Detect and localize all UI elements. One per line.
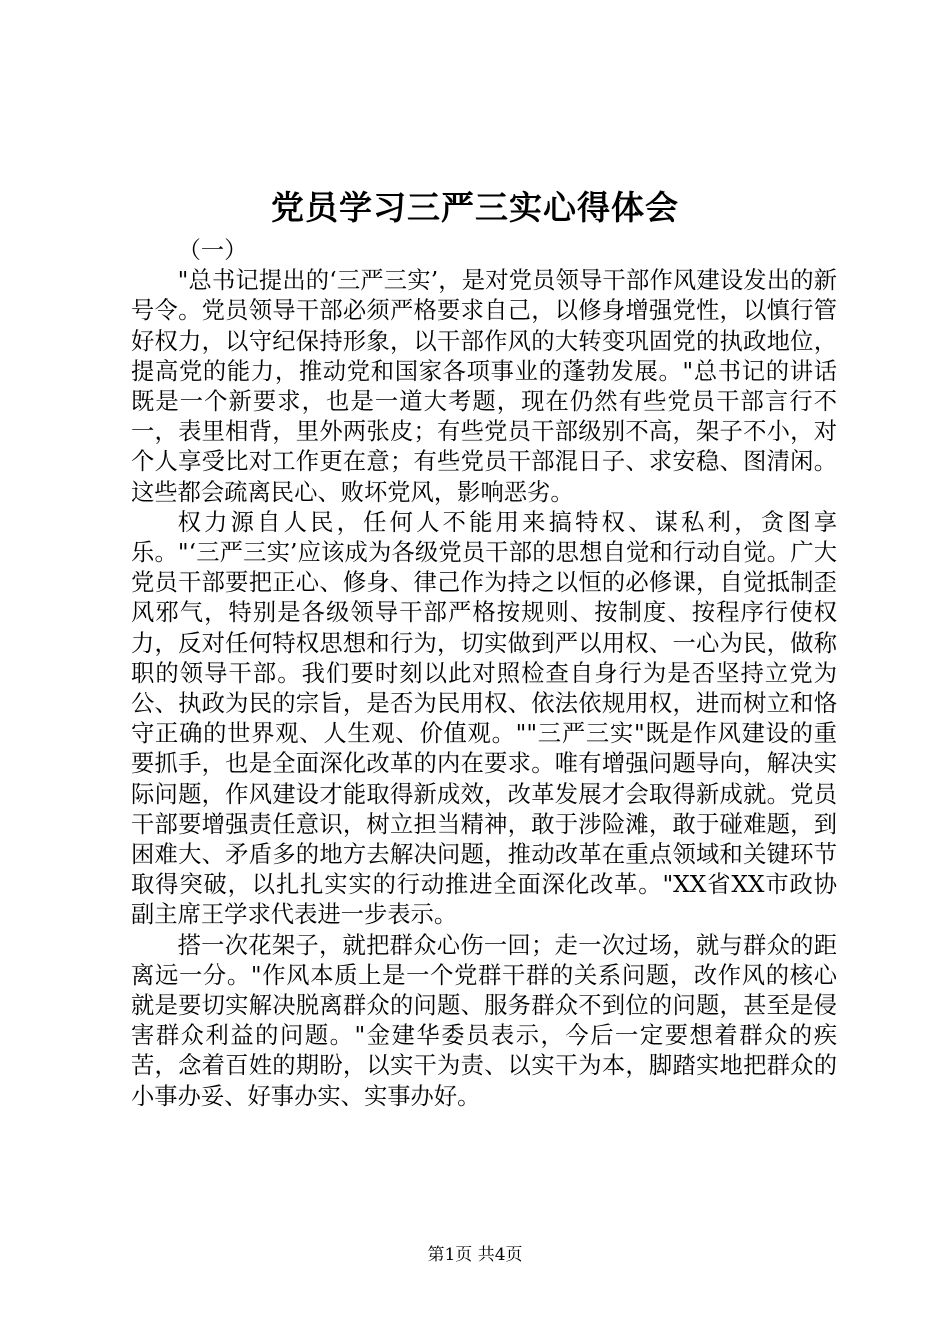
paragraph: 权力源自人民，任何人不能用来搞特权、谋私利，贪图享乐。"‘三严三实’应该成为各级党员干部的思想自觉和行动自觉。广大党员干部要把正心、修身、律己作为持之以恒的必修课，自觉抵制歪风邪气，特别是各级领导干部严格按规则、按制度、按程序行使权力，反对任何特权思想和行为，切实做到严以用权、一心为民，做称职的领导干部。我们要时刻以此对照检查自身行为是否坚持立党为公、执政为民的宗旨，是否为民用权、依法依规用权，进而树立和恪守正确的世界观、人生观、价值观。""三严三实"既是作风建设的重要抓手，也是全面深化改革的内在要求。唯有增强问题导向，解决实际问题，作风建设才能取得新成效，改革发展才会取得新成就。党员干部要增强责任意识，树立担当精神，敢于涉险滩，敢于碰难题，到困难大、矛盾多的地方去解决问题，推动改革在重点领域和关键环节取得突破，以扎扎实实的行动推进全面深化改革。"XX省XX市政协副主席王学求代表进一步表示。 <box>131 508 837 929</box>
paragraph: "总书记提出的‘三严三实’，是对党员领导干部作风建设发出的新号令。党员领导干部必须严格要求自己，以修身增强党性，以慎行管好权力，以守纪保持形象，以干部作风的大转变巩固党的执政地位，提高党的能力，推动党和国家各项事业的蓬勃发展。"总书记的讲话既是一个新要求，也是一道大考题，现在仍然有些党员干部言行不一，表里相背，里外两张皮；有些党员干部级别不高，架子不小，对个人享受比对工作更在意；有些党员干部混日子、求安稳、图清闲。这些都会疏离民心、败坏党风，影响恶劣。 <box>131 267 837 506</box>
section-label: （一） <box>177 237 248 264</box>
page-footer: 第1页 共4页 <box>427 1245 523 1265</box>
document-body <box>131 236 837 1112</box>
paragraph: 搭一次花架子，就把群众心伤一回；走一次过场，就与群众的距离远一分。"作风本质上是一个党群干群的关系问题，改作风的核心就是要切实解决脱离群众的问题、服务群众不到位的问题，甚至是侵害群众利益的问题。"金建华委员表示，今后一定要想着群众的疾苦，念着百姓的期盼，以实干为责、以实干为本，脚踏实地把群众的小事办妥、好事办实、实事办好。 <box>131 931 837 1110</box>
document-title: 党员学习三严三实心得体会 <box>271 188 679 227</box>
